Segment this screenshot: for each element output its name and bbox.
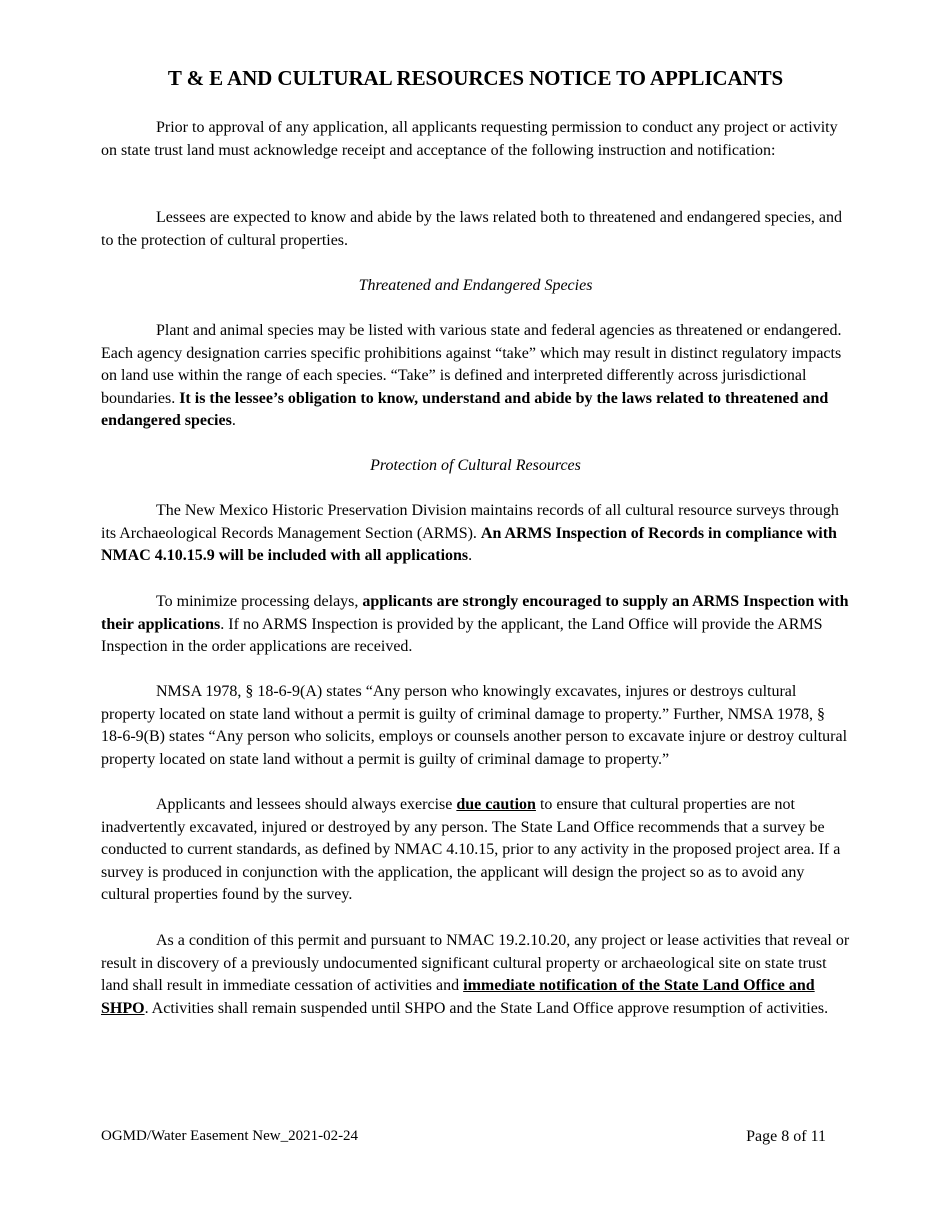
arms-end: . (468, 547, 473, 564)
arms-text: The New Mexico Historic Preservation Division maintains records of all cultural resource surveys through its Archaeological Records Management Section (ARMS). (101, 502, 839, 542)
species-end: . (231, 412, 236, 429)
condition-paragraph (101, 930, 850, 1020)
due-caution-start: Applicants and lessees should always exercise (156, 796, 457, 813)
processing-end: . If no ARMS Inspection is provided by the applicant, the Land Office will provide the ARMS Inspection in the order applications are received. (101, 615, 823, 655)
species-paragraph (101, 320, 850, 433)
due-caution-end: to ensure that cultural properties are not inadvertently excavated, injured or destroyed by any person. The State Land Office recommends that a survey be conducted to current standards, as defined by NMAC 4.10.15, prior to any activity in the proposed project area. If a survey is produced in conjunction with the application, the applicant will design the project so as to avoid any cultural properties found by the survey. (101, 796, 841, 903)
nmsa-text: NMSA 1978, § 18-6-9(A) states “Any person who knowingly excavates, injures or destroys cultural property located on state land without a permit is guilty of criminal damage to property.” Further, NMSA 1978, § 18-6-9(B) states “Any person who solicits, employs or counsels another person to excavate injure or destroy cultural property located on state land without a permit is guilty of criminal damage to property.” (101, 683, 848, 768)
footer-page-number: Page 8 of 11 (746, 1128, 826, 1145)
due-caution-paragraph (101, 794, 850, 907)
arms-paragraph (101, 500, 850, 568)
species-obligation-bold: It is the lessee’s obligation to know, understand and abide by the laws related to threatened and endangered species (101, 389, 829, 429)
processing-bold: applicants are strongly encouraged to supply an ARMS Inspection with their applications (101, 593, 849, 633)
processing-paragraph (101, 591, 850, 659)
species-text: Plant and animal species may be listed with various state and federal agencies as threatened or endangered. Each agency designation carries specific prohibitions against “take” which may result in distinct regulatory impacts on land use within the range of each species. “Take” is defined and interpreted differently across jurisdictional boundaries. (101, 322, 842, 407)
lessee-paragraph (101, 207, 850, 252)
intro-paragraph (101, 117, 850, 162)
lessee-text: Lessees are expected to know and abide by the laws related both to threatened and endangered species, and to the protection of cultural properties. (101, 209, 842, 249)
condition-start: As a condition of this permit and pursuant to NMAC 19.2.10.20, any project or lease activities that reveal or result in discovery of a previously undocumented significant cultural property or archaeological site on state trust land shall result in immediate cessation of activities and (101, 932, 850, 994)
due-caution-emphasis: due caution (456, 796, 536, 813)
footer-document-id: OGMD/Water Easement New_2021-02-24 (101, 1128, 359, 1144)
page-title: T & E AND CULTURAL RESOURCES NOTICE TO APPLICANTS (167, 66, 784, 90)
species-heading: Threatened and Endangered Species (358, 277, 593, 294)
nmsa-paragraph (101, 681, 850, 771)
intro-text: Prior to approval of any application, all applicants requesting permission to conduct any project or activity on state trust land must acknowledge receipt and acceptance of the following instruction and notification: (101, 119, 838, 159)
condition-end: . Activities shall remain suspended until SHPO and the State Land Office approve resumption of activities. (144, 999, 829, 1017)
processing-start: To minimize processing delays, (156, 593, 363, 610)
cultural-heading: Protection of Cultural Resources (370, 457, 581, 474)
notification-emphasis: immediate notification of the State Land Office and SHPO (101, 977, 815, 1017)
arms-bold: An ARMS Inspection of Records in compliance with NMAC 4.10.15.9 will be included with all applications (101, 524, 837, 564)
